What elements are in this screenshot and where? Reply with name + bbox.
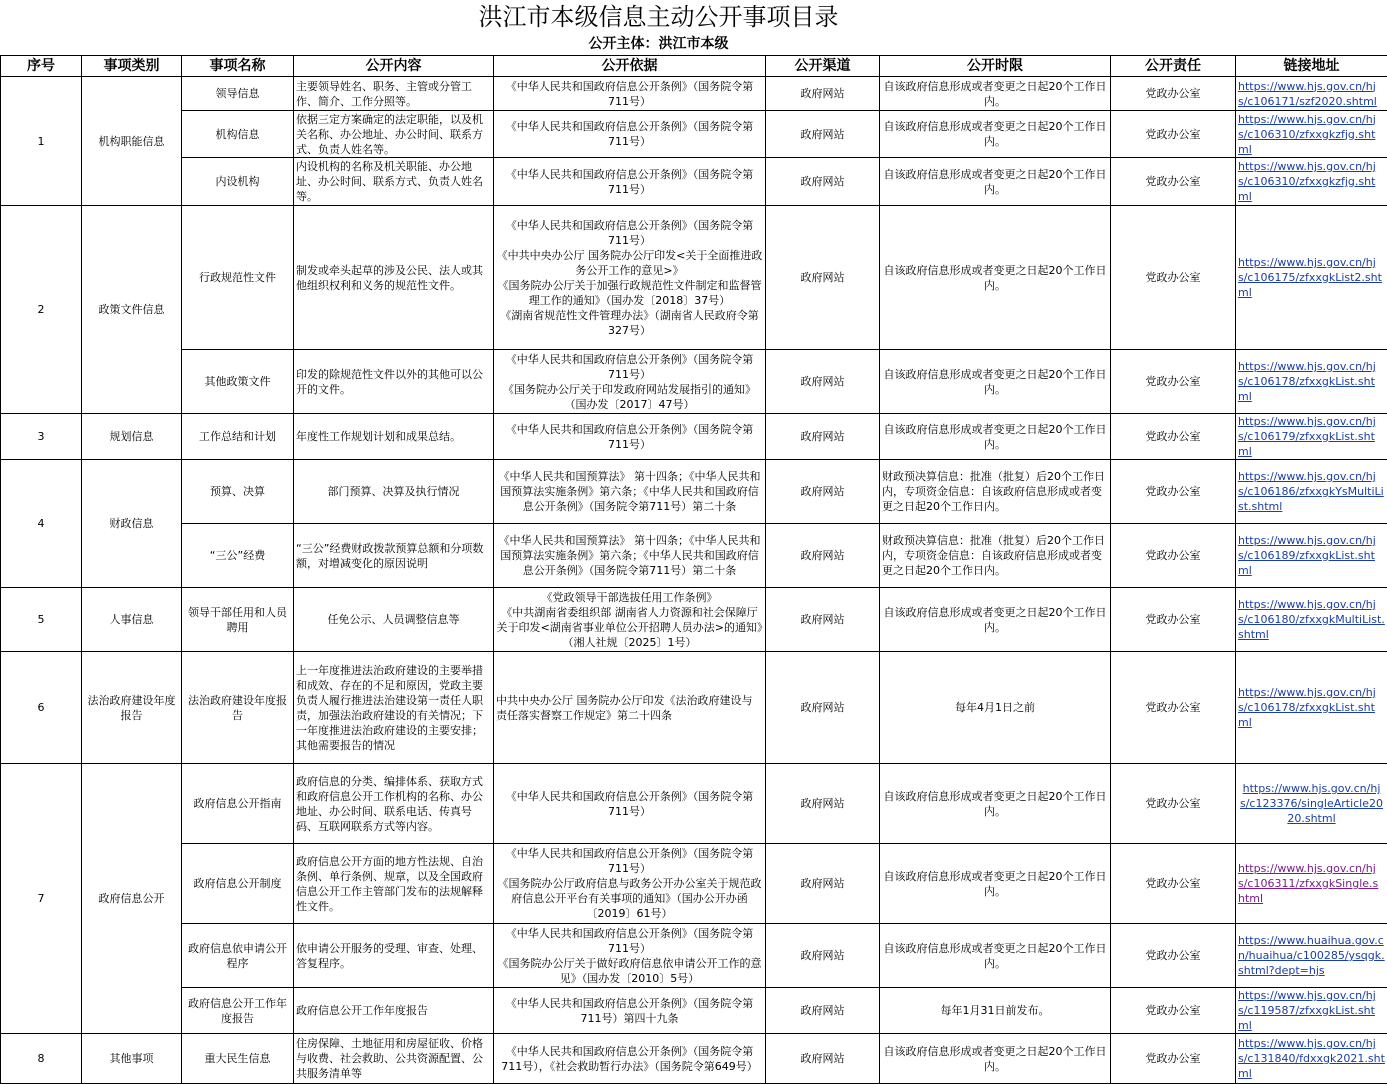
item-content: 内设机构的名称及机关职能、办公地址、办公时间、联系方式、负责人姓名等。 [294,158,494,206]
item-link[interactable] [1236,158,1387,206]
item-responsibility: 党政办公室 [1111,350,1236,414]
item-content: 政府信息公开方面的地方性法规、自治条例、单行条例、规章，以及全国政府信息公开工作主管部门发布的法规解释性文件。 [294,844,494,924]
table-row [1,844,1387,924]
item-name: 政府信息公开工作年度报告 [182,988,294,1034]
header-basis: 公开依据 [494,56,766,77]
table-row [1,924,1387,988]
item-responsibility: 党政办公室 [1111,1034,1236,1084]
table-row [1,158,1387,206]
item-name: 领导干部任用和人员聘用 [182,588,294,652]
item-link[interactable] [1236,988,1387,1034]
item-responsibility: 党政办公室 [1111,588,1236,652]
item-responsibility: 党政办公室 [1111,414,1236,460]
item-time-limit: 每年1月31日前发布。 [880,988,1111,1034]
group-number: 4 [1,460,82,588]
item-basis: 《中华人民共和国政府信息公开条例》（国务院令第711号） 《中共中央办公厅 国务院办公厅印发<关于全面推进政务公开工作的意见>》 《国务院办公厅关于加强行政规范性文件制定和监督管理工作的通知》（国办发〔2018〕37号） 《湖南省规范性文件管理办法》（湖南省人民政府令第327号） [494,206,766,350]
item-basis: 《党政领导干部选拔任用工作条例》 《中共湖南省委组织部 湖南省人力资源和社会保障厅关于印发<湖南省事业单位公开招聘人员办法>的通知》（湘人社规〔2025〕1号） [494,588,766,652]
group-number: 6 [1,652,82,764]
link-text[interactable]: https://www.hjs.gov.cn/hjs/c106310/zfxxgkzfjg.shtml [1238,113,1376,156]
header-item-name: 事项名称 [182,56,294,77]
item-content: 政府信息公开工作年度报告 [294,988,494,1034]
item-time-limit: 自该政府信息形成或者变更之日起20个工作日内。 [880,1034,1111,1084]
table-row [1,652,1387,764]
item-time-limit: 自该政府信息形成或者变更之日起20个工作日内。 [880,924,1111,988]
item-name: 预算、决算 [182,460,294,524]
item-content: 依申请公开服务的受理、审查、处理、答复程序。 [294,924,494,988]
item-link[interactable] [1236,1034,1387,1084]
item-name: 重大民生信息 [182,1034,294,1084]
group-number: 8 [1,1034,82,1084]
group-number: 2 [1,206,82,414]
header-time-limit: 公开时限 [880,56,1111,77]
table-row [1,77,1387,111]
item-link[interactable] [1236,111,1387,158]
link-text[interactable]: https://www.hjs.gov.cn/hjs/c106178/zfxxgkList.shtml [1238,360,1376,403]
item-link[interactable] [1236,206,1387,350]
item-time-limit: 自该政府信息形成或者变更之日起20个工作日内。 [880,77,1111,111]
item-time-limit: 财政预决算信息：批准（批复）后20个工作日内，专项资金信息：自该政府信息形成或者变更之日起20个工作日内。 [880,524,1111,588]
item-time-limit: 每年4月1日之前 [880,652,1111,764]
item-link[interactable] [1236,524,1387,588]
item-link[interactable] [1236,844,1387,924]
header-row [1,56,1387,77]
table-row [1,414,1387,460]
item-basis: 《中华人民共和国政府信息公开条例》（国务院令第711号），《社会救助暂行办法》（国务院令第649号） [494,1034,766,1084]
item-channel: 政府网站 [766,111,880,158]
header-no: 序号 [1,56,82,77]
header-channel: 公开渠道 [766,56,880,77]
table-row [1,206,1387,350]
item-name: “三公”经费 [182,524,294,588]
group-category: 人事信息 [82,588,182,652]
disclosure-table [0,55,1387,1084]
table-row [1,988,1387,1034]
item-link[interactable] [1236,924,1387,988]
publisher-subtitle: 公开主体：洪江市本级 [0,35,1317,53]
item-content: 政府信息的分类、编排体系、获取方式和政府信息公开工作机构的名称、办公地址、办公时间、联系电话、传真号码、互联网联系方式等内容。 [294,764,494,844]
link-text[interactable]: https://www.hjs.gov.cn/hjs/c106189/zfxxgkList.shtml [1238,534,1376,577]
item-channel: 政府网站 [766,350,880,414]
item-name: 领导信息 [182,77,294,111]
item-responsibility: 党政办公室 [1111,764,1236,844]
header-category: 事项类别 [82,56,182,77]
item-content: 印发的除规范性文件以外的其他可以公开的文件。 [294,350,494,414]
item-content: 依据三定方案确定的法定职能，以及机关名称、办公地址、办公时间、联系方式、负责人姓名等。 [294,111,494,158]
item-basis: 中共中央办公厅 国务院办公厅印发《法治政府建设与责任落实督察工作规定》第二十四条 [494,652,766,764]
item-name: 机构信息 [182,111,294,158]
item-basis: 《中华人民共和国政府信息公开条例》（国务院令第711号） [494,414,766,460]
item-time-limit: 自该政府信息形成或者变更之日起20个工作日内。 [880,350,1111,414]
item-name: 政府信息公开指南 [182,764,294,844]
page-title: 洪江市本级信息主动公开事项目录 [0,0,1317,35]
link-text[interactable]: https://www.hjs.gov.cn/hjs/c106179/zfxxgkList.shtml [1238,415,1376,458]
item-channel: 政府网站 [766,924,880,988]
item-time-limit: 自该政府信息形成或者变更之日起20个工作日内。 [880,414,1111,460]
item-basis: 《中华人民共和国政府信息公开条例》（国务院令第711号） 《国务院办公厅政府信息与政务公开办公室关于规范政府信息公开平台有关事项的通知》（国办公开办函〔2019〕61号） [494,844,766,924]
item-link[interactable] [1236,764,1387,844]
item-time-limit: 自该政府信息形成或者变更之日起20个工作日内。 [880,206,1111,350]
header-responsibility: 公开责任 [1111,56,1236,77]
link-text[interactable]: https://www.hjs.gov.cn/hjs/c106175/zfxxgkList2.shtml [1238,256,1382,299]
item-content: 年度性工作规划计划和成果总结。 [294,414,494,460]
table-row [1,764,1387,844]
item-responsibility: 党政办公室 [1111,844,1236,924]
item-content: “三公”经费财政拨款预算总额和分项数额，对增减变化的原因说明 [294,524,494,588]
item-time-limit: 自该政府信息形成或者变更之日起20个工作日内。 [880,588,1111,652]
item-channel: 政府网站 [766,844,880,924]
item-content: 任免公示、人员调整信息等 [294,588,494,652]
item-responsibility: 党政办公室 [1111,77,1236,111]
item-time-limit: 自该政府信息形成或者变更之日起20个工作日内。 [880,111,1111,158]
item-responsibility: 党政办公室 [1111,652,1236,764]
item-channel: 政府网站 [766,414,880,460]
item-name: 行政规范性文件 [182,206,294,350]
item-basis: 《中华人民共和国政府信息公开条例》（国务院令第711号） 《国务院办公厅关于印发政府网站发展指引的通知》（国办发〔2017〕47号） [494,350,766,414]
group-category: 规划信息 [82,414,182,460]
item-channel: 政府网站 [766,652,880,764]
header-content: 公开内容 [294,56,494,77]
item-name: 工作总结和计划 [182,414,294,460]
table-row [1,460,1387,524]
link-text[interactable]: https://www.hjs.gov.cn/hjs/c106171/szf2020.shtml [1238,80,1377,108]
link-text[interactable]: https://www.hjs.gov.cn/hjs/c119587/zfxxgkList.shtml [1238,989,1376,1032]
item-link[interactable] [1236,652,1387,764]
table-row [1,524,1387,588]
group-category: 机构职能信息 [82,77,182,206]
item-time-limit: 自该政府信息形成或者变更之日起20个工作日内。 [880,764,1111,844]
item-link[interactable] [1236,77,1387,111]
link-text[interactable]: https://www.huaihua.gov.cn/huaihua/c100285/ysqgk.shtml?dept=hjs [1238,934,1385,977]
item-basis: 《中华人民共和国政府信息公开条例》（国务院令第711号） [494,111,766,158]
group-category: 法治政府建设年度报告 [82,652,182,764]
item-basis: 《中华人民共和国政府信息公开条例》（国务院令第711号） [494,158,766,206]
item-responsibility: 党政办公室 [1111,460,1236,524]
link-text[interactable]: https://www.hjs.gov.cn/hjs/c123376/singleArticle2020.shtml [1240,782,1383,825]
item-content: 主要领导姓名、职务、主管或分管工作、简介、工作分照等。 [294,77,494,111]
item-time-limit: 自该政府信息形成或者变更之日起20个工作日内。 [880,844,1111,924]
item-name: 政府信息依申请公开程序 [182,924,294,988]
item-time-limit: 财政预决算信息：批准（批复）后20个工作日内，专项资金信息：自该政府信息形成或者变更之日起20个工作日内。 [880,460,1111,524]
link-text[interactable]: https://www.hjs.gov.cn/hjs/c106178/zfxxgkList.shtml [1238,686,1376,729]
item-basis: 《中华人民共和国预算法》 第十四条；《中华人民共和国预算法实施条例》第六条；《中华人民共和国政府信息公开条例》（国务院令第711号）第二十条 [494,460,766,524]
item-content: 制发或牵头起草的涉及公民、法人或其他组织权利和义务的规范性文件。 [294,206,494,350]
item-basis: 《中华人民共和国政府信息公开条例》（国务院令第711号）第四十九条 [494,988,766,1034]
item-name: 其他政策文件 [182,350,294,414]
item-basis: 《中华人民共和国政府信息公开条例》（国务院令第711号） [494,764,766,844]
item-responsibility: 党政办公室 [1111,111,1236,158]
item-link[interactable] [1236,460,1387,524]
item-channel: 政府网站 [766,206,880,350]
item-channel: 政府网站 [766,764,880,844]
group-category: 政策文件信息 [82,206,182,414]
item-content: 住房保障、土地征用和房屋征收、价格与收费、社会救助、公共资源配置、公共服务清单等 [294,1034,494,1084]
item-time-limit: 自该政府信息形成或者变更之日起20个工作日内。 [880,158,1111,206]
item-responsibility: 党政办公室 [1111,206,1236,350]
item-channel: 政府网站 [766,524,880,588]
group-category: 政府信息公开 [82,764,182,1034]
item-channel: 政府网站 [766,1034,880,1084]
table-row [1,1034,1387,1084]
header-link: 链接地址 [1236,56,1387,77]
table-row [1,350,1387,414]
item-basis: 《中华人民共和国政府信息公开条例》（国务院令第711号） [494,77,766,111]
item-responsibility: 党政办公室 [1111,524,1236,588]
group-number: 5 [1,588,82,652]
group-category: 财政信息 [82,460,182,588]
item-channel: 政府网站 [766,77,880,111]
item-basis: 《中华人民共和国政府信息公开条例》（国务院令第711号） 《国务院办公厅关于做好政府信息依申请公开工作的意见》（国办发〔2010〕5号） [494,924,766,988]
link-text[interactable]: https://www.hjs.gov.cn/hjs/c106310/zfxxgkzfjg.shtml [1238,160,1376,203]
item-channel: 政府网站 [766,460,880,524]
item-channel: 政府网站 [766,588,880,652]
item-responsibility: 党政办公室 [1111,158,1236,206]
link-text[interactable]: https://www.hjs.gov.cn/hjs/c106311/zfxxgkSingle.shtml [1238,862,1378,905]
item-channel: 政府网站 [766,158,880,206]
group-number: 7 [1,764,82,1034]
item-name: 内设机构 [182,158,294,206]
item-channel: 政府网站 [766,988,880,1034]
item-content: 部门预算、决算及执行情况 [294,460,494,524]
item-content: 上一年度推进法治政府建设的主要举措和成效、存在的不足和原因，党政主要负责人履行推进法治建设第一责任人职责，加强法治政府建设的有关情况；下一年度推进法治政府建设的主要安排；其他需要报告的情况 [294,652,494,764]
item-responsibility: 党政办公室 [1111,924,1236,988]
link-text[interactable]: https://www.hjs.gov.cn/hjs/c131840/fdxxgk2021.shtml [1238,1037,1385,1080]
table-row [1,588,1387,652]
item-basis: 《中华人民共和国预算法》 第十四条；《中华人民共和国预算法实施条例》第六条；《中华人民共和国政府信息公开条例》（国务院令第711号）第二十条 [494,524,766,588]
item-link[interactable] [1236,588,1387,652]
item-link[interactable] [1236,414,1387,460]
item-name: 法治政府建设年度报告 [182,652,294,764]
group-number: 3 [1,414,82,460]
table-row [1,111,1387,158]
link-text[interactable]: https://www.hjs.gov.cn/hjs/c106180/zfxxgkMultiList.shtml [1238,598,1385,641]
item-responsibility: 党政办公室 [1111,988,1236,1034]
item-name: 政府信息公开制度 [182,844,294,924]
group-number: 1 [1,77,82,206]
item-link[interactable] [1236,350,1387,414]
group-category: 其他事项 [82,1034,182,1084]
link-text[interactable]: https://www.hjs.gov.cn/hjs/c106186/zfxxgkYsMultiList.shtml [1238,470,1384,513]
